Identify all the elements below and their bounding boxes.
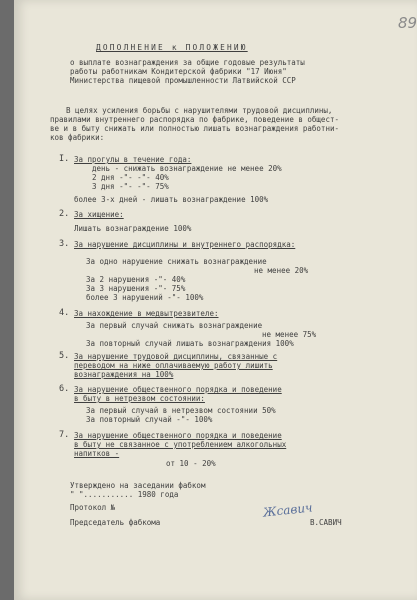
chair-name: В.САВИЧ <box>310 518 342 527</box>
intro-line: правилами внутреннего распорядка по фабрике, поведение в общест- <box>50 115 339 124</box>
penalty-row: За 2 нарушения -"- 40% <box>86 275 186 284</box>
section-heading: За нахождение в медвытрезвителе: <box>74 309 219 318</box>
intro-line: ве и в быту снижать или полностью лишать вознаграждения работни- <box>50 124 339 133</box>
section-line: в быту в нетрезвом состоянии: <box>74 394 205 403</box>
document-page <box>14 0 417 600</box>
approval-line: Утверждено на заседании фабком <box>70 481 206 490</box>
section-number: 6. <box>59 384 70 394</box>
penalty-row: более 3-х дней - лишать вознаграждение 100% <box>74 195 269 204</box>
section-number: 3. <box>59 239 70 249</box>
penalty-row: За повторный случай лишать вознаграждения 100% <box>86 339 294 348</box>
section-line: напитков - <box>74 449 120 458</box>
intro-line: ков фабрики: <box>50 133 105 142</box>
intro-line: В целях усиления борьбы с нарушителями трудовой дисциплины, <box>66 106 333 115</box>
penalty-row: не менее 75% <box>262 330 317 339</box>
chair-label: Председатель фабкома <box>70 518 161 527</box>
penalty-row: 3 дня -"- -"- 75% <box>92 182 169 191</box>
subtitle-line: работы работникам Кондитерской фабрики "17 Июня" <box>70 67 287 76</box>
section-line: вознаграждения на 100% <box>74 370 174 379</box>
section-number: 5. <box>59 351 70 361</box>
penalty-row: За 3 нарушения -"- 75% <box>86 284 186 293</box>
section-line: в быту не связанное с употреблением алкогольных <box>74 440 287 449</box>
section-line: За нарушение общественного порядка и поведение <box>74 431 282 440</box>
section-number: 2. <box>59 209 70 219</box>
penalty-range: от 10 - 20% <box>166 459 216 468</box>
penalty-row: За повторный случай -"- 100% <box>86 415 213 424</box>
penalty-row: день - снижать вознаграждение не менее 20% <box>92 164 282 173</box>
penalty-row: Лишать вознаграждение 100% <box>74 224 192 233</box>
penalty-row: более 3 нарушений -"- 100% <box>86 293 204 302</box>
approval-date: " "........... 1980 года <box>70 490 179 499</box>
section-number: 7. <box>59 430 70 440</box>
section-heading: За прогулы в течение года: <box>74 155 192 164</box>
subtitle-line: Министерства пищевой промышленности Латвийской ССР <box>70 76 296 85</box>
folio-number: 89 <box>398 14 417 32</box>
penalty-row: За первый случай снижать вознаграждение <box>86 321 263 330</box>
section-line: переводом на ниже оплачиваемую работу лишить <box>74 361 273 370</box>
penalty-row: За первый случай в нетрезвом состоянии 50% <box>86 406 276 415</box>
penalty-row: 2 дня -"- -"- 40% <box>92 173 169 182</box>
subtitle-line: о выплате вознаграждения за общие годовые результаты <box>70 58 305 67</box>
section-line: За нарушение трудовой дисциплины, связанные с <box>74 352 278 361</box>
section-heading: За хищение: <box>74 210 124 219</box>
penalty-row: За одно нарушение снижать вознаграждение <box>86 257 267 266</box>
handwritten-signature: Жсавич <box>262 500 314 520</box>
penalty-row: не менее 20% <box>254 266 309 275</box>
section-number: 4. <box>59 308 70 318</box>
section-heading: За нарушение дисциплины и внутреннего распорядка: <box>74 240 296 249</box>
document-title: ДОПОЛНЕНИЕ к ПОЛОЖЕНИЮ <box>96 43 248 52</box>
protocol-line: Протокол № <box>70 503 116 512</box>
section-number: I. <box>59 154 70 164</box>
section-line: За нарушение общественного порядка и поведение <box>74 385 282 394</box>
